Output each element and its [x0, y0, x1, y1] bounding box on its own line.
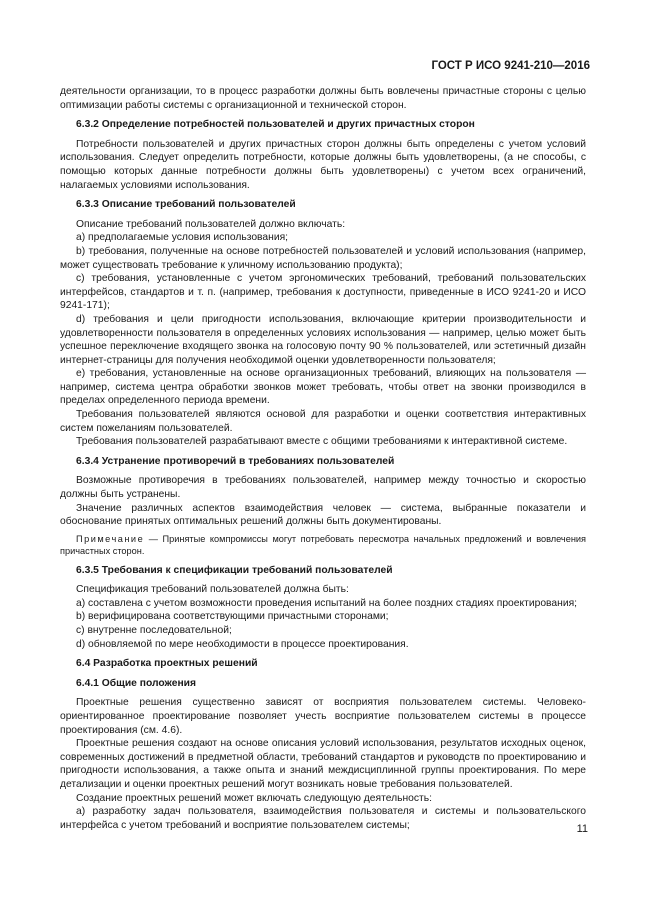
note-label: Примечание	[76, 533, 145, 544]
paragraph-6-3-4-a: Возможные противоречия в требованиях пользователей, например между точностью и скоростью должны быть устранены.	[60, 475, 586, 501]
note-text: — Принятые компромиссы могут потребовать пересмотра начальных предложений и вовлечения причастных сторон.	[60, 533, 586, 557]
paragraph-6-4-1-a: Проектные решения существенно зависят от восприятия пользователем системы. Человеко-ориентированное проектирование позволяет учесть восприятие пользователем системы в процессе проектирования (см. 4.6).	[60, 697, 586, 736]
note-6-3-4	[60, 533, 586, 558]
list-item-6-3-5-a: a) составлена с учетом возможности проведения испытаний на более поздних стадиях проектирования;	[76, 597, 578, 609]
standard-header: ГОСТ Р ИСО 9241-210—2016	[431, 60, 590, 72]
heading-6-4: 6.4 Разработка проектных решений	[76, 658, 258, 670]
paragraph-6-4-1-c: Создание проектных решений может включать следующую деятельность:	[76, 792, 432, 804]
page-body	[60, 85, 586, 832]
list-item-6-3-3-a: a) предполагаемые условия использования;	[76, 232, 289, 244]
list-item-6-3-5-c: c) внутренне последовательной;	[76, 625, 232, 636]
paragraph-6-4-1-b: Проектные решения создают на основе описания условий использования, результатов исходных оценок, современных достижений в предметной области, требований стандартов и руководств по проектированию и пригодности использования, а также опыта и знаний междисциплинной группы проектирования. По мере детализации и оценки проектных решений могут возникать новые требования пользователей.	[60, 738, 586, 790]
page-number: 11	[576, 823, 588, 835]
list-item-6-3-5-d: d) обновляемой по мере необходимости в процессе проектирования.	[76, 638, 409, 650]
list-item-6-3-3-d: d) требования и цели пригодности использования, включающие критерии производительности и удовлетворенности пользователя в определенных условиях использования — например, целью может быть успешное переключение входящего звонка на голосовую почту 90 % пользователей, или эстетичный дизайн интернет-страницы для получения необходимой оценки удовлетворенности пользователя;	[60, 313, 586, 366]
list-item-6-3-3-c: c) требования, установленные с учетом эргономических требований, требований пользовательских интерфейсов, стандартов и т. п. (например, требования к доступности, приведенные в ИСО 9241-20 и ИСО 9241-171);	[60, 273, 586, 312]
list-item-6-4-1-a: a) разработку задач пользователя, взаимодействия пользователя и системы и пользовательского интерфейса с учетом требований и восприятие пользователем системы;	[60, 806, 586, 831]
paragraph-6-3-2: Потребности пользователей и других причастных сторон должны быть определены с учетом условий использования. Следует определить потребности, которые должны быть удовлетворены, (а не способы, с помощью которых данные потребности должны быть удовлетворены) с учетом всех ограничений, налагаемых условиями использования.	[60, 138, 586, 191]
list-item-6-3-3-b: b) требования, полученные на основе потребностей пользователей и условий использования (например, может существовать требование к уличному использованию продукта);	[60, 245, 586, 271]
paragraph-6-3-4-b: Значение различных аспектов взаимодействия человек — система, выбранные показатели и обоснование принятых оптимальных решений должны быть документированы.	[60, 502, 586, 528]
heading-6-3-5: 6.3.5 Требования к спецификации требований пользователей	[76, 564, 393, 576]
paragraph-6-3-3-lead: Описание требований пользователей должно включать:	[76, 218, 346, 230]
paragraph-6-3-3-g: Требования пользователей разрабатывают вместе с общими требованиями к интерактивной системе.	[76, 436, 568, 448]
paragraph-intro: деятельности организации, то в процесс разработки должны быть вовлечены причастные стороны с целью оптимизации работы системы с организационной и технической сторон.	[60, 86, 586, 111]
heading-6-3-2: 6.3.2 Определение потребностей пользователей и других причастных сторон	[76, 119, 475, 131]
heading-6-3-3: 6.3.3 Описание требований пользователей	[76, 199, 296, 211]
paragraph-6-3-5-lead: Спецификация требований пользователей должна быть:	[76, 584, 349, 596]
paragraph-6-3-3-f: Требования пользователей являются основой для разработки и оценки соответствия интерактивных систем пожеланиям пользователей.	[60, 409, 586, 434]
heading-6-3-4: 6.3.4 Устранение противоречий в требованиях пользователей	[76, 455, 395, 467]
list-item-6-3-3-e: e) требования, установленные на основе организационных требований, влияющих на пользователя — например, система центра обработки звонков может требовать, чтобы ответ на звонки производился в пределах определенного периода времени.	[60, 368, 586, 407]
list-item-6-3-5-b: b) верифицирована соответствующими причастными сторонами;	[76, 611, 389, 623]
heading-6-4-1: 6.4.1 Общие положения	[76, 677, 196, 689]
